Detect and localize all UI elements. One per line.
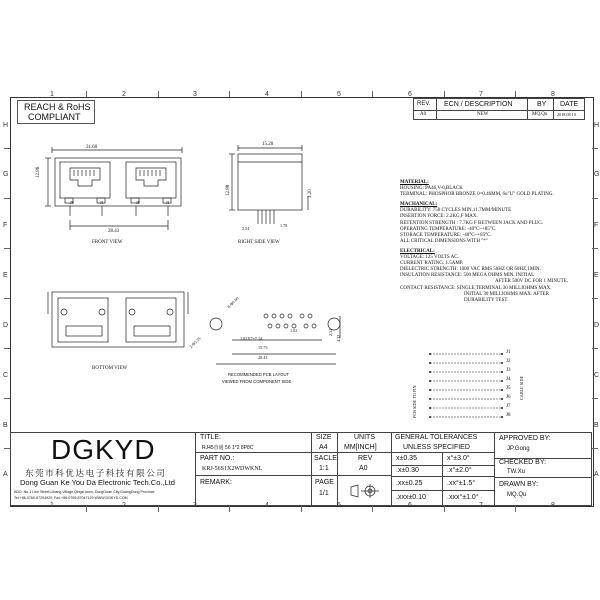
tol-ang-4-cell (442, 490, 495, 506)
col-7-top: 7 (479, 91, 483, 98)
col-5-top: 5 (337, 91, 341, 98)
checked-label: CHECKED BY: (499, 459, 547, 466)
pin-j5: J5 (506, 386, 511, 391)
pin-j4: J4 (506, 377, 511, 382)
col-6-top: 6 (408, 91, 412, 98)
row-B-right: B (594, 422, 599, 429)
elec-line-7: INITIAL 30 MILLIOHMS MAX. AFTER (464, 291, 549, 297)
front-port-label-2: J1 (100, 200, 104, 205)
part-cell (195, 452, 312, 476)
row-C-left: C (3, 372, 9, 379)
side-dim-height: 12.88 (226, 184, 231, 196)
rev-row-value: A0 (420, 112, 427, 117)
tol-ang-3-cell (442, 476, 495, 491)
ecn-header: ECN / DESCRIPTION (444, 101, 513, 108)
row-H-left: H (3, 122, 9, 129)
company-address: ADD: No.1 Line Street,Lihang Village,Qingxi town, DongGuan City,GuangDong Province (14, 490, 155, 494)
page-value: 1/1 (319, 490, 329, 497)
row-C-right: C (594, 372, 600, 379)
pin-j1: J1 (506, 350, 511, 355)
row-F-right: F (594, 222, 599, 229)
third-angle-projection-icon (348, 482, 382, 500)
scale-label: SACLE (314, 455, 337, 462)
material-line-2: TERMINAL: PHOSPHOR BRONZE 0=0.46MM, 6u"U" GOLD PLATING. (400, 192, 554, 198)
part-value: KRJ-56S1X2WDWKNL (202, 466, 263, 472)
pcb-dim-d: 28.43 (258, 355, 268, 360)
elec-line-6: CONTACT RESISTANCE: SINGLE TERMINAL 30 MILLIOHMS MAX. (400, 285, 552, 291)
col-2-top: 2 (122, 91, 126, 98)
side-view-drawing (222, 140, 322, 240)
by-row-cell (527, 110, 554, 120)
compliance-box (17, 100, 95, 124)
page-label: PAGE (315, 479, 334, 486)
pcb-caption-line-1: RECOMMENDED PCB LAYOUT (228, 372, 290, 377)
col-4-top: 4 (265, 91, 269, 98)
scale-value: 1:1 (319, 465, 329, 472)
company-name-en: Dong Guan Ke You Da Electronic Tech.Co.,Ltd (20, 478, 175, 487)
mech-line-6: ALL CRITICAL DIMENSIONS WITH "*" (400, 238, 488, 244)
front-port-label-3: J8 (136, 200, 140, 205)
pcb-dim-c: 15.75 (258, 345, 268, 350)
col-2-bottom: 2 (122, 502, 126, 509)
approved-value: JP.Gong (507, 446, 530, 452)
front-view-label: FRONT VIEW (92, 240, 123, 245)
by-header: BY (537, 101, 547, 108)
tol-angular-3: .xx°±1.5° (447, 480, 476, 487)
col-6-bottom: 6 (408, 502, 412, 509)
checked-value: TW.Xu (507, 469, 526, 475)
side-view-label: RIGHT SIDE VIEW (238, 240, 280, 245)
row-D-left: D (3, 322, 9, 329)
specs-block (400, 180, 590, 304)
page-cell (311, 475, 338, 506)
title-value: RJ45直通 56 1*2 8P8C (202, 445, 254, 451)
compliance-line-1: REACH & RoHS (24, 102, 91, 112)
pcb-dim-b: 1.02X7=7.14 (240, 336, 263, 341)
elec-line-3: DIELECTRIC STRENGTH: 1000 VAC RMS 50HZ OR 60HZ,1MIN. (400, 267, 541, 273)
tolerance-header-2: UNLESS SPECIFIED (403, 444, 470, 451)
row-F-left: F (3, 222, 8, 229)
mechanical-heading: MACHANICAL: (400, 202, 438, 208)
front-dim-height: 12.86 (36, 166, 41, 178)
pcb-caption-line-2: VIEWED FROM COMPONENT SIDE (222, 379, 292, 384)
elec-line-5: AFTER 500V DC FOR 1 MINUTE. (495, 279, 568, 285)
elec-line-4: INSULATION RESISTANCE: 500 MEGA OHMS MIN. INITIAL (400, 273, 535, 279)
col-1-bottom: 1 (50, 502, 54, 509)
elec-line-1: VOLTAGE: 125 VOLTS AC. (400, 255, 459, 261)
schematic-left-label: PCB SIDE TO PIN (412, 385, 417, 418)
scale-cell (311, 452, 338, 476)
company-logo: DGKYD (51, 434, 156, 465)
front-view-drawing (40, 140, 200, 250)
pcb-dim-hole-large: 2-Φ3.25 (188, 335, 202, 350)
compliance-line-2: COMPLIANT (28, 112, 81, 122)
company-contact: Tel:+86-0769-87204920; Fax:+86-0769-87047129 WWW.DGKYD.COM (14, 496, 128, 500)
front-dim-width: 31.60 (86, 145, 98, 150)
units-value: MM[INCH] (344, 444, 377, 451)
row-G-right: G (594, 171, 600, 178)
bottom-view-label: BOTTOM VIEW (92, 366, 128, 371)
tol-lin-1-cell (391, 452, 443, 466)
material-line-1: HOUSING: PA46,V-0,BLACK (400, 186, 463, 192)
date-row-cell (553, 110, 585, 120)
mech-line-1: DURABILITY: 750 CYCLES MIN,11.7MM/MINUTE (400, 208, 512, 214)
by-row-value: MQ.Qu (532, 112, 548, 117)
remark-cell (195, 475, 312, 506)
size-label: SIZE (316, 434, 332, 441)
row-G-left: G (3, 171, 9, 178)
row-A-left: A (3, 471, 8, 478)
drawn-value: MQ.Qu (507, 492, 527, 498)
rev-header: REV. (417, 101, 431, 107)
ecn-row-value: NEW (477, 112, 489, 117)
rev-row-cell (413, 110, 437, 120)
rev-cell (337, 452, 392, 476)
tol-linear-1: x±0.35 (396, 455, 417, 462)
col-7-bottom: 7 (479, 502, 483, 509)
side-dim-a: 2.54 (242, 226, 250, 231)
tol-ang-1-cell (442, 452, 495, 466)
ecn-row-cell (436, 110, 528, 120)
rev-label: REV (358, 455, 373, 462)
date-row-value: 2018.08.10 (557, 112, 576, 117)
approved-cell (494, 432, 592, 459)
schematic-right-label: CABLE SIDE (519, 375, 524, 400)
row-E-left: E (3, 272, 8, 279)
approved-label: APPROVED BY: (499, 435, 551, 442)
drawn-label: DRAWN BY: (499, 481, 539, 488)
side-dim-b: 1.78 (280, 223, 288, 228)
tolerance-header-cell (391, 432, 495, 453)
company-name-cn: 东莞市科优达电子科技有限公司 (25, 468, 167, 478)
pin-j3: J3 (506, 368, 511, 373)
side-dim-depth: 15.20 (262, 142, 274, 147)
col-1-top: 1 (50, 91, 54, 98)
part-label: PART NO.: (200, 455, 235, 462)
col-3-bottom: 3 (193, 502, 197, 509)
schematic-drawing (420, 348, 520, 426)
date-header: DATE (560, 101, 579, 108)
row-A-right: A (594, 471, 599, 478)
tol-angular-4: .xxx°±1.0° (447, 494, 479, 501)
tol-lin-3-cell (391, 476, 443, 491)
mech-line-3: RETENTION STRENGTH : 7.7KG F BETWEEN JACK AND PLUG. (400, 220, 544, 226)
tol-linear-3: .xx±0.25 (396, 480, 423, 487)
units-cell (337, 432, 392, 453)
rev-value: A0 (359, 465, 368, 472)
pcb-dim-e: 2.54 (328, 328, 333, 336)
row-E-right: E (594, 272, 599, 279)
mech-line-4: OPERATING TEMPERATURE: -40°C~+85°C. (400, 226, 497, 232)
col-5-bottom: 5 (337, 502, 341, 509)
pin-j6: J6 (506, 395, 511, 400)
units-label: UNITS (354, 434, 375, 441)
electrical-heading: ELECTRICAL: (400, 248, 435, 254)
row-D-right: D (594, 322, 600, 329)
checked-cell (494, 458, 592, 478)
mech-line-2: INSERTION FORCE: 2.2KG,F MAX. (400, 214, 478, 220)
pcb-dim-hole-small: 8-Φ0.90 (226, 295, 240, 310)
tol-angular-2: .x°±2.0° (447, 467, 472, 474)
title-cell (195, 432, 312, 453)
size-value: A4 (319, 444, 328, 451)
row-H-right: H (594, 122, 600, 129)
projection-cell (337, 475, 392, 506)
pcb-dim-f: 4.32 (336, 334, 341, 342)
material-heading: MATERIAL: (400, 180, 429, 185)
side-dim-pin: 3.20 (308, 189, 313, 198)
title-label: TITLE: (200, 434, 222, 441)
company-cell (10, 432, 196, 506)
elec-line-2: CURRENT RATING: 1.5AMP. (400, 261, 464, 267)
front-dim-pitch: 28.43 (108, 229, 120, 234)
tol-linear-2: .x±0.30 (396, 467, 419, 474)
col-3-top: 3 (193, 91, 197, 98)
tol-lin-4-cell (391, 490, 443, 506)
size-cell (311, 432, 338, 453)
tolerance-header-1: GENERAL TOLERANCES (395, 434, 478, 441)
front-port-label-1: J8 (70, 200, 74, 205)
mech-line-5: STORAGE TEMPERATURE: -40°C~+85°C. (400, 232, 492, 238)
tol-angular-1: x°±3.0° (447, 455, 470, 462)
bottom-view-drawing (44, 284, 194, 359)
front-port-label-4: J1 (166, 200, 170, 205)
pin-j8: J8 (506, 413, 511, 418)
row-B-left: B (3, 422, 8, 429)
col-8-bottom: 8 (551, 502, 555, 509)
remark-label: REMARK: (200, 479, 232, 486)
elec-line-8: DURABILITY TEST. (464, 297, 509, 303)
drawn-cell (494, 477, 592, 506)
pin-j7: J7 (506, 404, 511, 409)
pin-j2: J2 (506, 359, 511, 364)
col-8-top: 8 (551, 91, 555, 98)
col-4-bottom: 4 (265, 502, 269, 509)
pcb-dim-a: 1.02 (290, 328, 298, 333)
tol-linear-4: .xxx±0.10 (396, 494, 426, 501)
